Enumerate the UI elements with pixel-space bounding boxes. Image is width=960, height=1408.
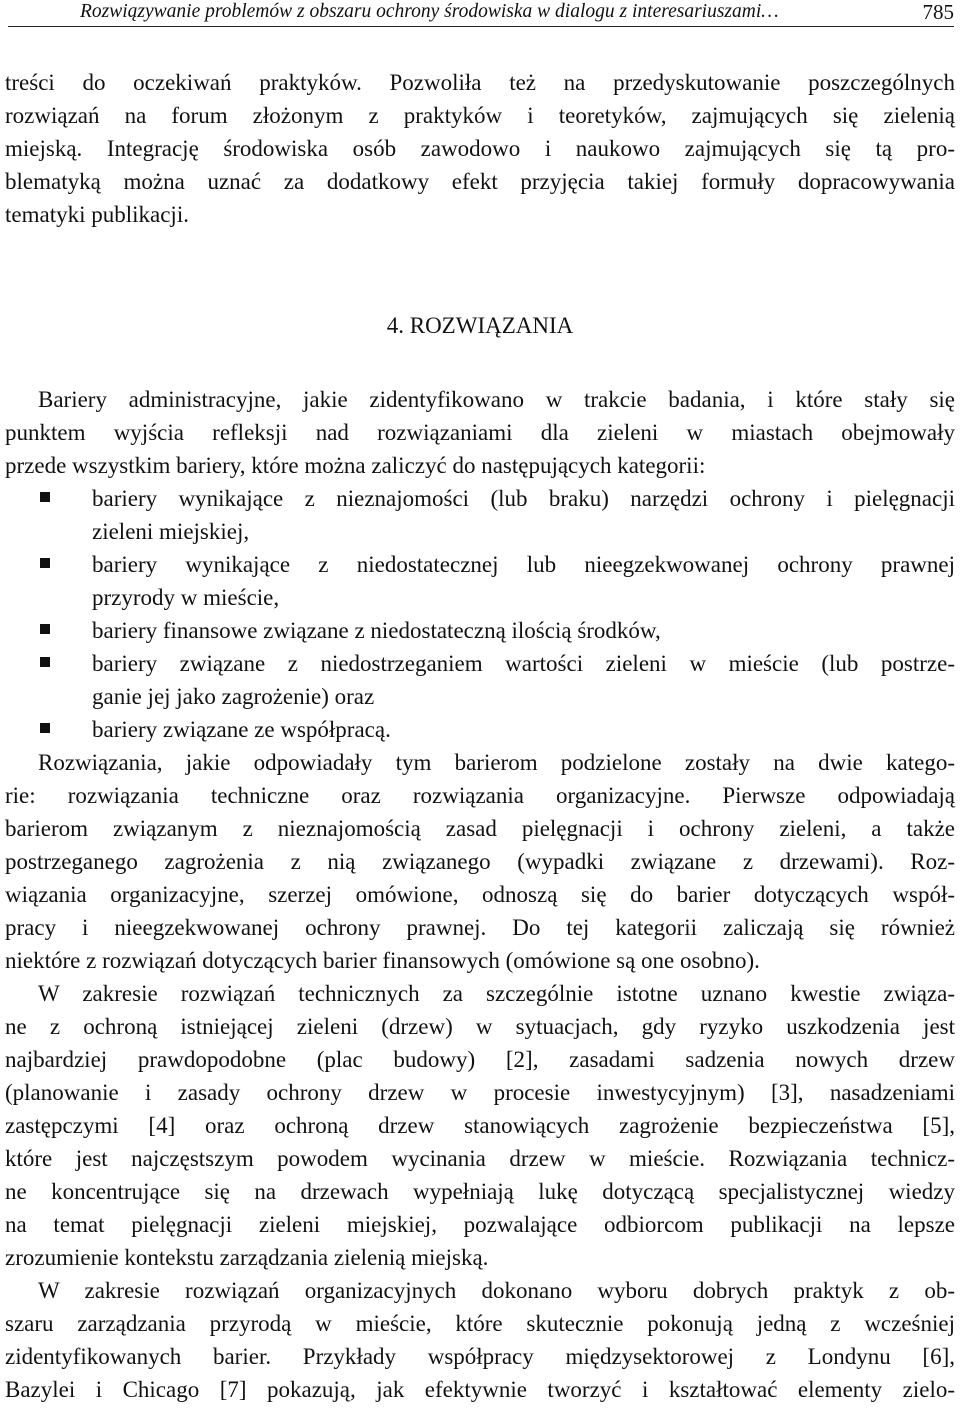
bullet-line: ganie jej jako zagrożenie) oraz: [92, 684, 375, 709]
bullet-marker: [40, 723, 50, 733]
section-heading: 4. ROZWIĄZANIA: [386, 313, 574, 338]
running-title: Rozwiązywanie problemów z obszaru ochrony środowiska w dialogu z interesariuszami…: [80, 1, 779, 22]
bullet-line: zieleni miejskiej,: [92, 519, 250, 544]
technical-line: ne z ochroną istniejącej zieleni (drzew) w sytuacjach, gdy ryzyko uszkodzenia jest: [5, 1014, 955, 1039]
intro-line: rozwiązań na forum złożonym z praktyków i teoretyków, zajmujących się zielenią: [5, 103, 955, 128]
intro-line: blematyką można uznać za dodatkowy efekt przyjęcia takiej formuły dopracowywania: [5, 169, 955, 194]
bullet-line: bariery związane ze współpracą.: [92, 717, 391, 742]
solutions-line: barierom związanym z nieznajomością zasad pielęgnacji i ochrony zieleni, a także: [5, 816, 955, 841]
solutions-line: pracy i nieegzekwowanej ochrony prawnej. Do tej kategorii zaliczają się również: [5, 915, 955, 940]
solutions-line: niektóre z rozwiązań dotyczących barier finansowych (omówione są one osobno).: [5, 948, 760, 973]
intro-line: treści do oczekiwań praktyków. Pozwoliła też na przedyskutowanie poszczególnych: [5, 70, 955, 95]
technical-line: zrozumienie kontekstu zarządzania zielenią miejską.: [5, 1245, 489, 1270]
bullet-line: bariery wynikające z nieznajomości (lub braku) narzędzi ochrony i pielęgnacji: [92, 486, 955, 511]
bullet-line: przyrody w mieście,: [92, 585, 280, 610]
technical-line: które jest najczęstszym powodem wycinania drzew w mieście. Rozwiązania technicz-: [5, 1146, 955, 1171]
solutions-line: postrzeganego zagrożenia z nią związanego (wypadki związane z drzewami). Roz-: [5, 849, 955, 874]
technical-line: zastępczymi [4] oraz ochroną drzew stanowiących zagrożenie bezpieczeństwa [5],: [5, 1113, 955, 1138]
organizational-line: Bazylei i Chicago [7] pokazują, jak efektywnie tworzyć i kształtować elementy zielo-: [5, 1377, 955, 1402]
technical-line: ne koncentrujące się na drzewach wypełniają lukę dotyczącą specjalistycznej wiedzy: [5, 1179, 955, 1204]
solutions-line: rie: rozwiązania techniczne oraz rozwiązania organizacyjne. Pierwsze odpowiadają: [5, 783, 955, 808]
page-number: 785: [922, 0, 954, 24]
organizational-line: W zakresie rozwiązań organizacyjnych dokonano wyboru dobrych praktyk z ob-: [38, 1278, 955, 1303]
bullet-line: bariery związane z niedostrzeganiem wartości zieleni w mieście (lub postrze-: [92, 651, 955, 676]
technical-line: na temat pielęgnacji zieleni miejskiej, pozwalające odbiorcom publikacji na lepsze: [5, 1212, 955, 1237]
bullet-marker: [40, 657, 50, 667]
technical-line: najbardziej prawdopodobne (plac budowy) [2], zasadami sadzenia nowych drzew: [5, 1047, 955, 1072]
bullet-marker: [40, 492, 50, 502]
technical-line: (planowanie i zasady ochrony drzew w procesie inwestycyjnym) [3], nasadzeniami: [5, 1080, 955, 1105]
technical-line: W zakresie rozwiązań technicznych za szczególnie istotne uznano kwestie związa-: [38, 981, 955, 1006]
bullet-line: bariery finansowe związane z niedostateczną ilością środków,: [92, 618, 661, 643]
organizational-line: szaru zarządzania przyrodą w mieście, które skutecznie pokonują jedną z wcześniej: [5, 1311, 955, 1336]
bullet-marker: [40, 558, 50, 568]
barriers-intro-line: przede wszystkim bariery, które można zaliczyć do następujących kategorii:: [5, 453, 706, 478]
barriers-intro-line: Bariery administracyjne, jakie zidentyfikowano w trakcie badania, i które stały się: [38, 387, 955, 412]
bullet-line: bariery wynikające z niedostatecznej lub nieegzekwowanej ochrony prawnej: [92, 552, 955, 577]
barriers-intro-line: punktem wyjścia refleksji nad rozwiązaniami dla zieleni w miastach obejmowały: [5, 420, 955, 445]
solutions-line: wiązania organizacyjne, szerzej omówione, odnoszą się do barier dotyczących współ-: [5, 882, 955, 907]
solutions-line: Rozwiązania, jakie odpowiadały tym barierom podzielone zostały na dwie katego-: [38, 750, 955, 775]
intro-line: miejską. Integrację środowiska osób zawodowo i naukowo zajmujących się tą pro-: [5, 136, 955, 161]
running-header: [8, 0, 954, 27]
intro-line: tematyki publikacji.: [5, 202, 189, 227]
bullet-marker: [40, 624, 50, 634]
organizational-line: zidentyfikowanych barier. Przykłady współpracy międzysektorowej z Londynu [6],: [5, 1344, 955, 1369]
